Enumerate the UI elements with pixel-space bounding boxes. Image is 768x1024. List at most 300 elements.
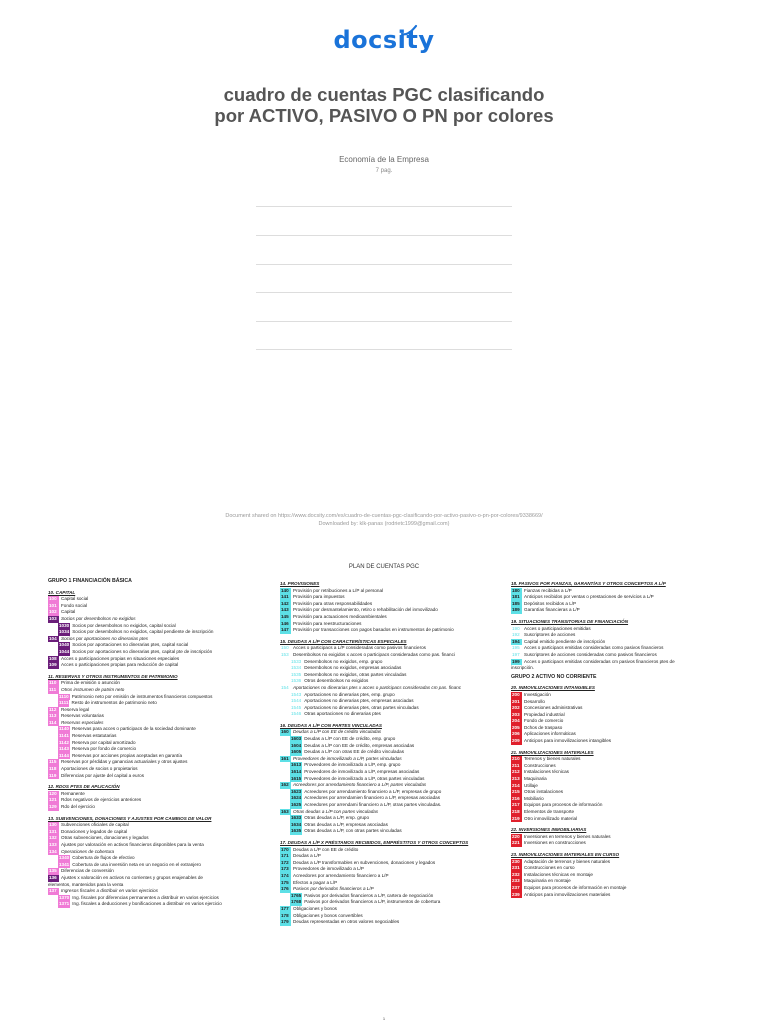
account-code: 213 (511, 776, 522, 783)
account-name: Pasivos por derivados financieros a L/P, instrumentos de cobertura (304, 899, 441, 905)
section-heading: 13. SUBVENCIONES, DONACIONES Y AJUSTES POR CAMBIOS DE VALOR (48, 815, 212, 821)
account-code: 205 (511, 725, 522, 732)
account-name: Garantías financieras a L/P (524, 607, 580, 613)
account-code: 215 (511, 789, 522, 796)
account-row (48, 700, 268, 707)
account-name: Provisión para actuaciones medioambientales (293, 613, 387, 619)
account-row (511, 659, 726, 666)
account-row (280, 782, 506, 789)
account-name: Proveedores de inmovilizado a L/P, empresas asociadas (304, 769, 420, 775)
download-footer (0, 512, 768, 528)
account-name: Rdos negativos de ejercicios anteriores (61, 797, 142, 803)
account-row (280, 698, 506, 705)
account-name: Aplicaciones informáticas (524, 731, 576, 737)
account-code: 203 (511, 712, 522, 719)
account-code: 1144 (59, 752, 69, 758)
account-code: 1545 (291, 704, 302, 710)
account-name: Deudas a L/P con EE de crédito vinculadas (293, 729, 382, 735)
logo-swoosh-icon (400, 24, 418, 38)
account-name: Acces o participacs a L/P consideradas como pasivos financieros (293, 645, 426, 651)
account-name: Maquinaria en montaje (524, 878, 571, 884)
account-row (280, 756, 506, 763)
account-code: 209 (511, 738, 522, 745)
account-code: 1543 (291, 691, 302, 697)
account-code: 121 (48, 797, 59, 804)
account-name: Desembolsos no exigidos x acces o participacs consideradas como pas. financi (293, 651, 455, 657)
account-row (48, 746, 268, 753)
account-code: 146 (280, 621, 291, 628)
account-row (280, 621, 506, 628)
account-code: 1030 (59, 622, 70, 628)
account-row (280, 672, 506, 679)
account-code: 140 (280, 588, 291, 595)
account-row (280, 711, 506, 718)
account-code: 111 (48, 687, 59, 694)
account-row (280, 906, 506, 913)
plan-column-3 (511, 576, 726, 898)
account-row (511, 859, 726, 866)
account-row (48, 797, 268, 804)
account-name: Otras deudas a L/P, empresas asociadas (304, 821, 388, 827)
account-name: Reservas estatutarias (71, 733, 117, 739)
account-name: Investigación (524, 691, 551, 697)
account-code: 1604 (291, 742, 302, 748)
account-row (511, 776, 726, 783)
account-code: 100 (48, 596, 59, 603)
account-row (280, 614, 506, 621)
account-code: 172 (280, 860, 291, 867)
account-code: 173 (280, 866, 291, 873)
account-row (48, 616, 268, 623)
account-code: 179 (280, 919, 291, 926)
account-name: Acces o participaciones propias en situaciones especiales (61, 655, 180, 661)
account-name: Otros desembolsos no exigidos (304, 678, 369, 684)
account-row (280, 678, 506, 685)
logo-text: docsity (333, 26, 435, 54)
account-row (48, 855, 268, 862)
account-name: Socios por aportaciones no dinerarias ptes, capital pte de inscripción (72, 648, 213, 654)
account-name: Proveedores de inmovilizado a L/P, otras partes vinculadas (304, 775, 425, 781)
account-name: Provisión para otras responsabilidades (293, 600, 373, 606)
account-name: Aportaciones no dinerarias ptes, emp. grupo (304, 691, 395, 697)
account-row (511, 594, 726, 601)
account-row (511, 796, 726, 803)
plan-column-2 (280, 576, 506, 926)
account-row (280, 705, 506, 712)
divider (256, 206, 512, 207)
account-row (48, 662, 268, 669)
account-name: Suscriptores de acciones consideradas como pasivos financieros (524, 651, 657, 657)
account-row (280, 919, 506, 926)
account-row (48, 804, 268, 811)
account-name: Mobiliario (524, 795, 544, 801)
account-code: 161 (280, 756, 291, 763)
account-code: 1111 (59, 700, 69, 706)
account-row (48, 759, 268, 766)
account-code: 1544 (291, 698, 302, 704)
account-row (511, 645, 726, 652)
account-row (280, 769, 506, 776)
account-code: 1614 (291, 769, 302, 775)
account-row (511, 763, 726, 770)
account-name: Deudas a L/P con EE de crédito, empresas asociadas (304, 742, 415, 748)
account-name: Socios por desembolsos no exigidos (61, 615, 136, 621)
account-row (48, 687, 268, 694)
account-name: inscripción. (511, 665, 534, 671)
account-code: 195 (512, 645, 520, 651)
account-code: 1625 (291, 802, 302, 807)
account-name: Equipos para procesos de información en montaje (524, 884, 627, 890)
account-row (280, 860, 506, 867)
account-row (48, 835, 268, 842)
account-code: 134 (48, 849, 59, 856)
account-row (280, 880, 506, 887)
account-row (280, 886, 506, 893)
account-name: Ing. fiscales por diferencias permanentes a distribuir en varios ejercicios (72, 894, 219, 900)
account-name: Suscriptores de acciones (524, 632, 576, 638)
account-row (280, 899, 506, 906)
account-name: Reserva por capital amortizado (71, 739, 136, 745)
account-code: 218 (511, 809, 522, 816)
account-name: Terrenos y bienes naturales (524, 756, 581, 762)
account-name: Desembolsos no exigidos, empresas asociadas (304, 665, 402, 671)
account-name: Capital (61, 609, 76, 615)
account-name: Desembolsos no exigidos, emp. grupo (304, 658, 383, 664)
account-code: 1603 (291, 736, 302, 742)
account-code: 174 (280, 873, 291, 880)
account-row (48, 726, 268, 733)
account-code: 178 (280, 913, 291, 920)
account-name: Provisión por transacciones con pagos basados en instrumentos de patrimonio (293, 627, 454, 633)
account-code: 110 (48, 680, 59, 687)
account-name: Acreedores por arrendamiento financiero a L/P, empresas de grupo (304, 788, 442, 794)
account-name: Ing. fiscales a deducciones y bonificaciones a distribuir en varios ejercicio (72, 901, 222, 907)
account-name: Socios por desembolsos no exigidos, capital social (72, 622, 176, 628)
section-heading: 11. RESERVAS Y OTROS INSTRUMENTOS DE PATRIMONIO (48, 673, 178, 679)
account-row (280, 913, 506, 920)
account-code: 113 (48, 713, 59, 720)
account-row (280, 743, 506, 750)
account-row (280, 815, 506, 822)
account-row (48, 713, 268, 720)
section-heading: 19. SITUACIONES TRANSITORIAS DE FINANCIACIÓN (511, 618, 629, 624)
account-code: 1633 (291, 815, 302, 821)
account-name: Acces o participacs emitidas consideradas cm pasivos financieros ptes de (524, 658, 675, 664)
account-row (48, 766, 268, 773)
account-name: Donaciones y legados de capital (61, 828, 128, 834)
account-code: 210 (511, 756, 522, 763)
document-subject[interactable]: Economía de la Empresa (339, 155, 429, 164)
account-row (511, 626, 726, 633)
account-row (511, 699, 726, 706)
page-number: 1 (382, 1016, 386, 1021)
section-heading: 21. INMOVILIZACIONES MATERIALES (511, 749, 594, 755)
account-code: 131 (48, 829, 59, 836)
section-heading: 15. DEUDAS A L/P CON CARACTERÍSTICAS ESPECIALES (280, 638, 407, 644)
account-name: Acces o participaciones emitidas (524, 625, 591, 631)
account-code: 204 (511, 718, 522, 725)
account-row (511, 705, 726, 712)
account-name: Inversiones en construcciones (524, 840, 586, 846)
account-code: 180 (511, 588, 522, 595)
account-code: 171 (280, 853, 291, 860)
account-code: 1340 (59, 855, 70, 861)
account-code: 1371 (59, 901, 70, 907)
account-code: 132 (48, 835, 59, 842)
account-row (280, 776, 506, 783)
account-code: 1534 (291, 665, 302, 671)
account-code: 147 (280, 627, 291, 634)
account-row (511, 632, 726, 639)
account-name: Proveedores de inmovilizado a L/P (293, 866, 364, 872)
account-code: 145 (280, 614, 291, 621)
section-heading: 18. PASIVOS POR FIANZAS, GARANTÍAS Y OTROS CONCEPTOS A L/P (511, 581, 666, 586)
account-row (48, 623, 268, 630)
account-name: Efectos a pagar a L/P (293, 879, 338, 885)
account-row (511, 802, 726, 809)
account-row (280, 665, 506, 672)
group-heading: GRUPO 2 ACTIVO NO CORRIENTE (511, 673, 597, 680)
account-row (511, 834, 726, 841)
account-code: 176 (280, 886, 291, 893)
account-name: Proveedores de inmovilizado a L/P, emp. grupo (304, 762, 401, 768)
account-code: 154 (281, 684, 289, 690)
account-row (48, 822, 268, 829)
account-name: Fondo social (61, 602, 88, 608)
account-name: Elementos de transporte (524, 809, 575, 814)
account-row (511, 865, 726, 872)
account-code: 217 (511, 802, 522, 809)
account-name: Acreedores por arrendami financiero a L/P, otras partes vinculadas. (304, 802, 442, 807)
account-code: 231 (511, 865, 522, 872)
account-name: Aportaciones no dinerarias ptes x acces o participacs consideradas cm pas. financ (293, 684, 462, 690)
account-name: Acreedores por arrendamiento financiero a L/P (293, 872, 389, 878)
account-row (48, 636, 268, 643)
account-name: Reservas voluntarias (61, 713, 104, 719)
account-name: Socios por aportaciones no dinerarias ptes (61, 635, 149, 641)
account-name: Provisión por desmantelamiento, retiro o rehabilitación del inmovilizado (293, 607, 438, 613)
section-heading: 16. DEUDAS A L/P CON PARTES VINCULADAS (280, 722, 382, 728)
account-row (280, 607, 506, 614)
account-code: 177 (280, 906, 291, 913)
account-name: Capital social (61, 596, 89, 602)
account-name: Obligaciones y bonos (293, 905, 337, 911)
account-row (48, 642, 268, 649)
account-code: 108 (48, 656, 59, 663)
account-code: 200 (511, 692, 522, 699)
account-row (48, 849, 268, 856)
account-code: 150 (281, 645, 289, 651)
account-row (511, 789, 726, 796)
account-row (280, 762, 506, 769)
account-row (511, 712, 726, 719)
account-name: Fianzas recibidas a L/P (524, 587, 572, 593)
section-heading: 23. INMOVILIZACIONES MATERIALES EN CURSO (511, 851, 620, 857)
account-code: 189 (511, 607, 522, 614)
account-row (48, 596, 268, 603)
account-name: Reservas por acciones propias aceptadas en garantía (71, 752, 183, 758)
account-code: 119 (48, 773, 59, 780)
account-code: 1536 (291, 678, 302, 684)
account-row (511, 692, 726, 699)
account-row (48, 609, 268, 616)
account-row (280, 652, 506, 659)
account-code: 162 (280, 782, 291, 789)
account-name: Acces o participaciones propias para reducción de capital (61, 662, 179, 668)
account-name: Otras deudas a L/P, con otras partes vinculadas (304, 828, 402, 834)
account-name: Subvenciones oficiales de capital (61, 822, 129, 828)
account-code: 175 (280, 880, 291, 887)
account-row (280, 588, 506, 595)
account-name: Dchos de traspaso (524, 724, 563, 730)
account-code: 160 (280, 729, 291, 736)
account-row (48, 773, 268, 780)
account-name: Utillaje (524, 782, 538, 788)
account-code: 141 (280, 594, 291, 601)
account-name: Construcciones en curso (524, 865, 575, 871)
account-name: Deudas a L/P con EE de crédito, emp. grupo (304, 736, 396, 742)
account-name: Aportaciones no dinerarias ptes, empresas asociadas (304, 698, 414, 704)
document-title: cuadro de cuentas PGC clasificando por ACTIVO, PASIVO O PN por colores (214, 84, 554, 126)
account-name: Cobertura de flujos de efectivo (72, 855, 135, 861)
account-row (511, 892, 726, 899)
shared-url[interactable]: Document shared on https://www.docsity.com/es/cuadro-de-cuentas-pgc-clasificando-por-activo-pasivo-o-pn-por-colores/9338669/ (225, 513, 543, 519)
account-code: 1535 (291, 671, 302, 677)
account-name: Otras instalaciones (524, 789, 564, 795)
account-row (511, 652, 726, 659)
account-name: Propiedad industrial (524, 711, 565, 717)
account-name: Inversiones en terrenos y bienes naturales (524, 833, 611, 839)
account-code: 199 (511, 659, 522, 666)
account-code: 1634 (291, 821, 302, 827)
account-code: 112 (48, 707, 59, 714)
account-name: Capital emitido pendiente de inscripción (524, 638, 606, 644)
account-row (280, 893, 506, 900)
account-name: Anticipos recibidos por ventas o prestaciones de servicios a L/P (524, 594, 654, 600)
account-row (280, 795, 506, 802)
account-name: Desembolsos no exigidos, otras partes vinculadas (304, 671, 407, 677)
account-row (511, 738, 726, 745)
account-code: 120 (48, 791, 59, 798)
account-row (280, 645, 506, 652)
account-row (280, 594, 506, 601)
account-name: Reserva legal (61, 706, 90, 712)
account-row (280, 802, 506, 809)
account-row (280, 685, 506, 692)
account-row (280, 692, 506, 699)
account-name: Fondo de comercio (524, 718, 564, 724)
account-code: 192 (512, 632, 520, 638)
account-row (511, 840, 726, 847)
account-row (511, 588, 726, 595)
account-row (48, 753, 268, 760)
divider (256, 292, 512, 293)
account-code: 214 (511, 783, 522, 790)
account-row (48, 882, 268, 889)
account-row (48, 680, 268, 687)
account-name: Otras aportaciones no dinerarias ptes (304, 711, 381, 717)
account-code: 1533 (291, 658, 302, 664)
account-name: Instalaciones técnicas (524, 769, 569, 775)
account-name: Desarrollo (524, 698, 545, 704)
account-row (280, 809, 506, 816)
account-name: Deudas a L/P (293, 853, 321, 859)
account-row (511, 816, 726, 823)
account-code: 202 (511, 705, 522, 712)
account-row (48, 895, 268, 902)
docsity-logo[interactable] (0, 26, 768, 54)
account-code: 135 (48, 868, 59, 875)
account-name: Resto de instrumentos de patrimonio neto (71, 700, 157, 706)
account-code: 206 (511, 731, 522, 738)
account-row (280, 853, 506, 860)
account-code: 220 (511, 834, 522, 841)
section-heading: 17. DEUDAS A L/P X PRÉSTAMOS RECIBIDOS, EMPRÉSTITOS Y OTROS CONCEPTOS (280, 839, 469, 845)
account-name: Pasivos por derivados financieros a L/P (293, 886, 374, 892)
account-row (48, 649, 268, 656)
account-name: Otros instrumen de patrim neto (61, 686, 125, 692)
account-row (511, 783, 726, 790)
account-code: 1623 (291, 788, 302, 794)
account-row (48, 901, 268, 908)
account-row (280, 729, 506, 736)
account-code: 1546 (291, 711, 302, 717)
account-row (511, 639, 726, 646)
account-name: Acreedores por arrendamiento financiero a L/P, partes vinculadas (293, 782, 427, 788)
account-code: 101 (48, 603, 59, 610)
account-name: Provisión por retribuciones a L/P al personal (293, 587, 384, 593)
account-row (511, 878, 726, 885)
account-row (48, 862, 268, 869)
account-row (280, 601, 506, 608)
account-row (280, 659, 506, 666)
account-row (48, 733, 268, 740)
account-name: Operaciones de cobertura (61, 848, 115, 854)
account-name: Aportaciones no dinerarias ptes, otras partes vinculadas (304, 704, 419, 710)
account-row (48, 791, 268, 798)
account-row (280, 828, 506, 835)
account-row (511, 601, 726, 608)
account-code: 197 (512, 651, 520, 657)
account-name: Ajustes por valoración en activos financieros disponibles para la venta (61, 841, 204, 847)
account-row (280, 847, 506, 854)
account-name: Acreedores por arrendamien financiero a L/P, empresas asociadas (304, 795, 440, 801)
account-row (280, 627, 506, 634)
account-code: 114 (48, 720, 59, 727)
account-code: 118 (48, 766, 59, 773)
account-code: 201 (511, 699, 522, 706)
account-name: Proveedores de inmovilizado a L/P, partes vinculadas (293, 755, 402, 761)
account-name: Aportaciones de socios o propietarios (61, 766, 138, 772)
account-name: Adaptación de terrenos y bienes naturales (524, 858, 611, 864)
divider (256, 235, 512, 236)
account-code: 137 (48, 888, 59, 895)
account-name: Concesiones administrativas (524, 705, 583, 711)
account-row (48, 875, 268, 882)
account-name: Depósitos recibidos a L/P (524, 600, 577, 606)
account-code: 221 (511, 840, 522, 847)
account-code: 1624 (291, 795, 302, 801)
section-heading: 12. RDOS PTES DE APLICACIÓN (48, 784, 120, 790)
account-name: Maquinaria (524, 776, 547, 782)
downloaded-by: Downloaded by: klk-panas (rodrietc1999@gmail.com) (318, 521, 450, 527)
account-name: Socios por desembolsos no exigidos, capital pendiente de inscripción (72, 629, 214, 635)
account-row (511, 769, 726, 776)
account-code: 130 (48, 822, 59, 829)
account-name: Deudas a L/P con otras EE de crédito vinculadas (304, 749, 404, 755)
section-heading: 10. CAPITAL (48, 589, 76, 595)
account-code: 1140 (59, 726, 69, 732)
